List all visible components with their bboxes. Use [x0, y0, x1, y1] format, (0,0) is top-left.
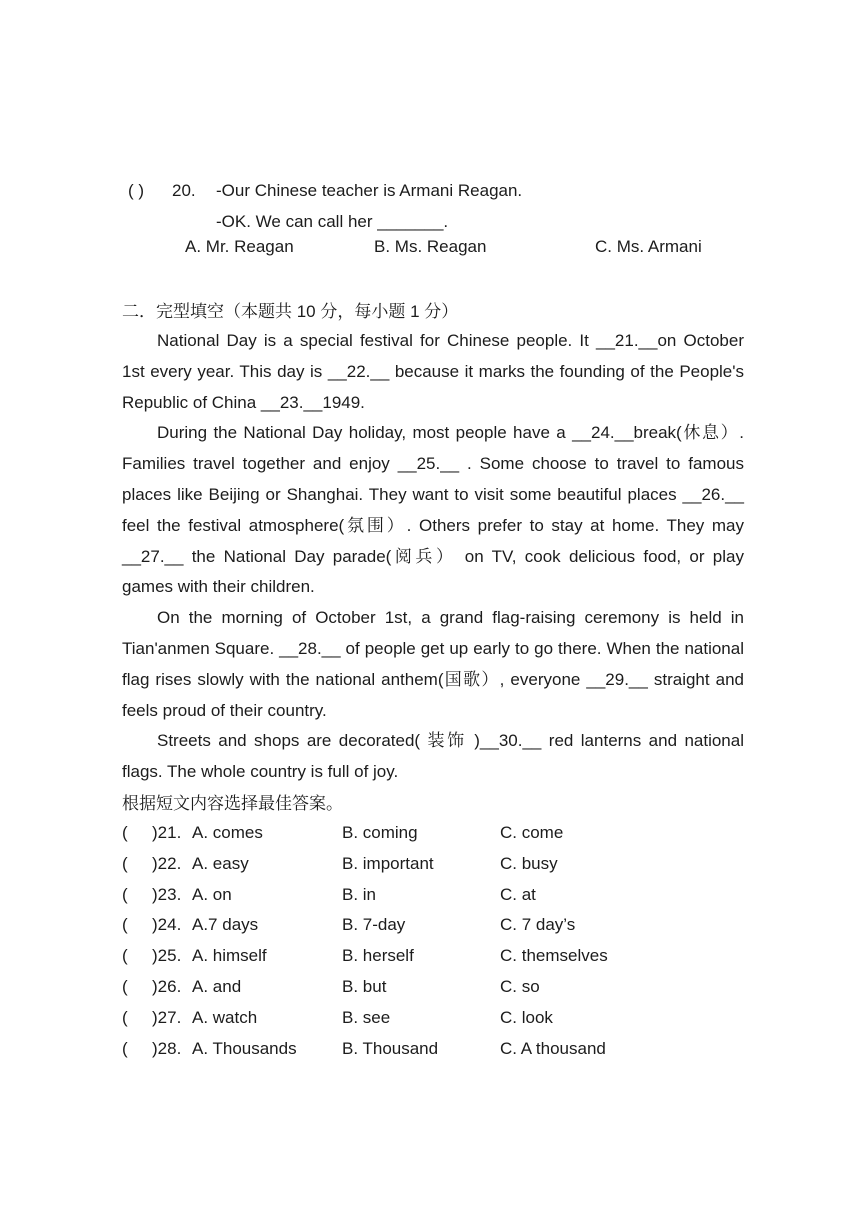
answer-bracket: ( — [122, 823, 128, 842]
option-c: C. Ms. Armani — [595, 237, 702, 256]
choice-row — [122, 818, 722, 849]
option-a: A. comes — [192, 823, 263, 842]
option-b: B. important — [342, 853, 434, 873]
question-number: )25. — [152, 946, 182, 966]
question-number: )28. — [152, 1038, 182, 1058]
question-number: )27. — [152, 1007, 182, 1027]
choice-row — [122, 910, 722, 941]
choice-list — [122, 818, 722, 1064]
answer-bracket: ( — [122, 946, 128, 966]
option-a: A. Thousands — [192, 1038, 297, 1058]
choice-row — [122, 1003, 722, 1034]
option-a: A.7 days — [192, 915, 259, 935]
question-number: 20. — [172, 181, 196, 200]
option-c: C. come — [500, 823, 564, 842]
option-c: C. 7 day’s — [500, 915, 576, 935]
instruction: 根据短文内容选择最佳答案。 — [122, 794, 343, 813]
question-number: )23. — [152, 884, 182, 904]
question-number: )22. — [152, 853, 182, 873]
option-c: C. A thousand — [500, 1038, 606, 1058]
choice-row — [122, 941, 722, 972]
option-b: B. 7-day — [342, 915, 406, 935]
answer-bracket: ( ) — [128, 181, 145, 200]
option-b: B. herself — [342, 946, 414, 966]
option-a: A. himself — [192, 946, 267, 966]
choice-row — [122, 880, 722, 911]
option-b: B. coming — [342, 823, 418, 842]
option-b: B. but — [342, 976, 387, 996]
question-number: )21. — [152, 823, 182, 842]
option-c: C. themselves — [500, 946, 608, 966]
question-20-line2 — [128, 206, 768, 237]
option-c: C. look — [500, 1007, 553, 1027]
option-a: A. Mr. Reagan — [185, 237, 294, 256]
question-20-options — [128, 237, 768, 268]
choice-row — [122, 1034, 722, 1065]
answer-bracket: ( — [122, 1007, 128, 1027]
answer-bracket: ( — [122, 976, 128, 996]
question-20 — [128, 175, 768, 268]
option-b: B. see — [342, 1007, 391, 1027]
option-a: A. watch — [192, 1007, 258, 1027]
passage-paragraph: On the morning of October 1st, a grand flag-raising ceremony is held in Tian'anmen Square. __28.__ of people get up early to go there. When the national flag rises slowly with the national anthem(国歌）, everyone __29.__ straight and feels proud of their country. — [122, 608, 744, 720]
option-a: A. easy — [192, 853, 249, 873]
option-c: C. at — [500, 884, 536, 904]
passage-paragraph: Streets and shops are decorated( 装饰 )__30.__ red lanterns and national flags. The whole country is full of joy. — [122, 731, 744, 782]
option-b: B. Ms. Reagan — [374, 237, 487, 256]
option-a: A. on — [192, 884, 232, 904]
cloze-passage — [122, 326, 744, 788]
option-c: C. busy — [500, 853, 558, 873]
option-b: B. Thousand — [342, 1038, 439, 1058]
section-title: 二．完型填空（本题共 10 分，每小题 1 分） — [122, 302, 459, 321]
question-number: )26. — [152, 976, 182, 996]
answer-bracket: ( — [122, 884, 128, 904]
answer-bracket: ( — [122, 1038, 128, 1058]
choice-row — [122, 972, 722, 1003]
passage-paragraph: National Day is a special festival for Chinese people. It __21.__on October 1st every year. This day is __22.__ because it marks the founding of the People's Republic of China __23.__1949. — [122, 331, 744, 412]
option-a: A. and — [192, 976, 242, 996]
option-c: C. so — [500, 976, 540, 996]
answer-bracket: ( — [122, 915, 128, 935]
question-20-text1: -Our Chinese teacher is Armani Reagan. — [216, 181, 523, 200]
passage-paragraph: During the National Day holiday, most people have a __24.__break(休息）. Families travel together and enjoy __25.__ . Some choose to travel to famous places like Beijing or Shanghai. They want to visit some beautiful places __26.__ feel the festival atmosphere(氛围）. Others prefer to stay at home. They may __27.__ the National Day parade(阅兵） on TV, cook delicious food, or play games with their children. — [122, 423, 744, 597]
choice-row — [122, 849, 722, 880]
question-number: )24. — [152, 915, 182, 935]
answer-bracket: ( — [122, 853, 128, 873]
option-b: B. in — [342, 884, 377, 904]
question-20-text2: -OK. We can call her _______. — [216, 212, 449, 231]
question-20-line1 — [128, 175, 768, 206]
